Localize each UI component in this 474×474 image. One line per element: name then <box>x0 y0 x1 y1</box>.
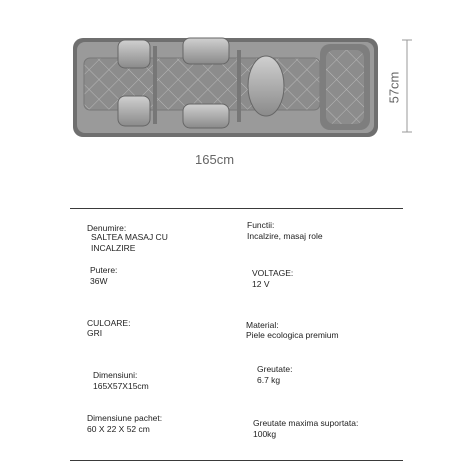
spec-value-functions: Incalzire, masaj role <box>247 231 323 241</box>
spec-value-dimensions: 165X57X15cm <box>93 381 149 391</box>
spec-label-weight: Greutate: <box>257 364 293 374</box>
separator <box>70 208 403 209</box>
spec-label-functions: Functii: <box>247 220 275 230</box>
massage-mattress-image <box>0 0 474 140</box>
separator <box>70 460 403 461</box>
spec-label-material: Material: <box>246 320 279 330</box>
spec-label-package: Dimensiune pachet: <box>87 413 163 423</box>
spec-label-max-weight: Greutate maxima suportata: <box>253 418 359 428</box>
spec-label-dimensions: Dimensiuni: <box>93 370 138 380</box>
spec-value-weight: 6.7 kg <box>257 375 281 385</box>
spec-value-package: 60 X 22 X 52 cm <box>87 424 150 434</box>
spec-value-material: Piele ecologica premium <box>246 330 339 340</box>
length-dimension-label: 165cm <box>195 152 235 167</box>
spec-label-voltage: VOLTAGE: <box>252 268 294 278</box>
spec-label-name: Denumire: <box>87 223 127 233</box>
spec-label-color: CULOARE: <box>87 318 131 328</box>
spec-value-name-line2: INCALZIRE <box>91 243 136 253</box>
spec-value-max-weight: 100kg <box>253 429 277 439</box>
spec-value-voltage: 12 V <box>252 279 270 289</box>
width-dimension-label: 57cm <box>386 71 402 104</box>
spec-value-color: GRI <box>87 328 103 338</box>
spec-label-power: Putere: <box>90 265 118 275</box>
spec-value-name: SALTEA MASAJ CU <box>91 232 168 242</box>
spec-value-power: 36W <box>90 276 108 286</box>
